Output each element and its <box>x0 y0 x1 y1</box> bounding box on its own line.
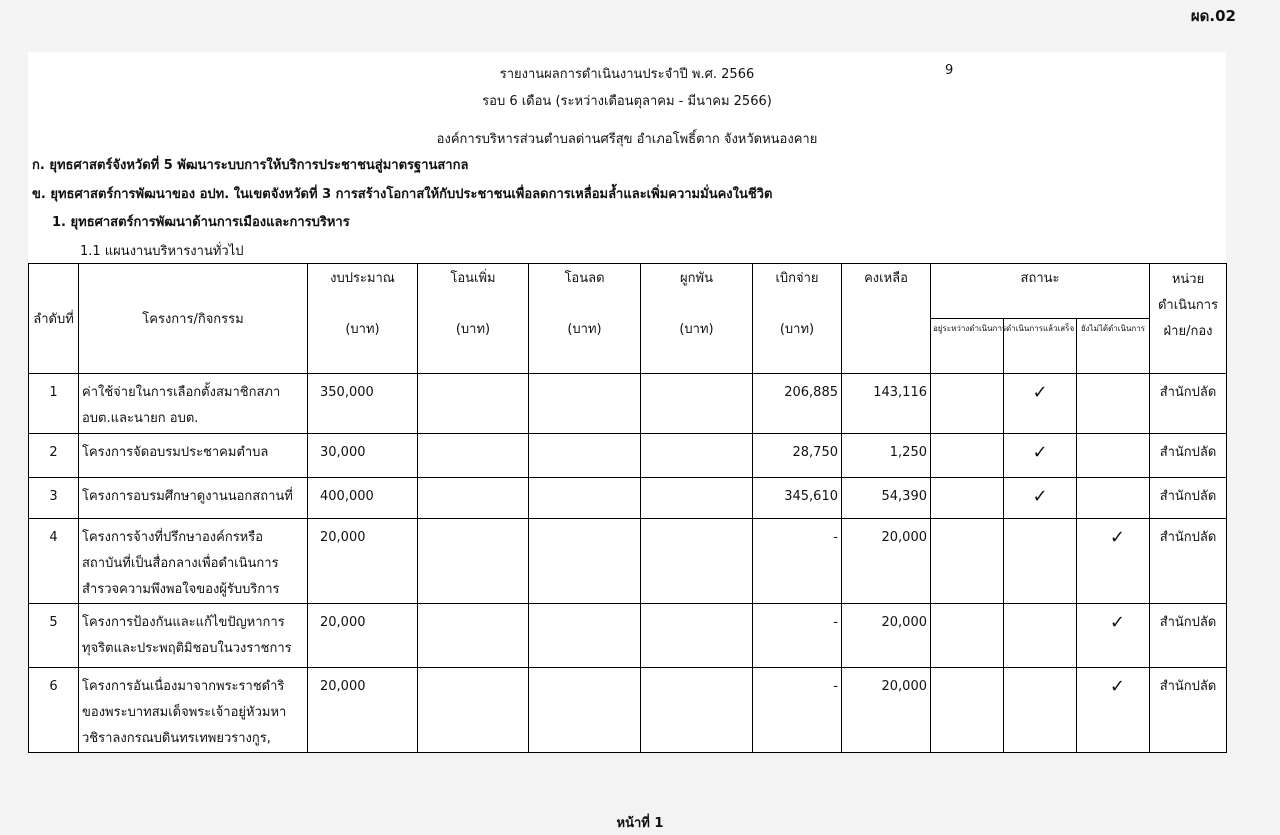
table-row <box>29 604 1227 668</box>
status-done-cell <box>1004 374 1077 434</box>
plan-title: 1.1 แผนงานบริหารงานทั่วไป <box>80 244 244 259</box>
col-header-unit: หน่วย ดำเนินการ ฝ่าย/กอง <box>1150 264 1227 374</box>
form-code: ผด.02 <box>1190 7 1236 25</box>
status-notstarted-cell <box>1077 374 1150 434</box>
row-increase <box>418 668 529 753</box>
row-unit: สำนักปลัด <box>1150 478 1227 519</box>
strategy-a: ก. ยุทธศาสตร์จังหวัดที่ 5 พัฒนาระบบการให้บริการประชาชนสู่มาตรฐานสากล <box>32 158 469 173</box>
row-disburse: - <box>753 519 842 604</box>
row-disburse: - <box>753 604 842 668</box>
status-notstarted-cell <box>1077 478 1150 519</box>
status-notstarted-cell <box>1077 434 1150 478</box>
row-increase <box>418 478 529 519</box>
row-remain: 20,000 <box>842 668 931 753</box>
row-decrease <box>529 374 641 434</box>
row-no: 4 <box>29 519 79 604</box>
row-commit <box>641 668 753 753</box>
col-header-remain: คงเหลือ <box>842 264 931 374</box>
row-disburse: 28,750 <box>753 434 842 478</box>
row-disburse: 206,885 <box>753 374 842 434</box>
col-header-status-inprogress: อยู่ระหว่างดำเนินการ <box>931 319 1004 374</box>
row-project: โครงการอันเนื่องมาจากพระราชดำริ ของพระบาทสมเด็จพระเจ้าอยู่หัวมหา วชิราลงกรณบดินทรเทพยวรางกูร, <box>79 668 308 753</box>
report-table <box>28 263 1227 753</box>
row-increase <box>418 519 529 604</box>
status-done-cell <box>1004 519 1077 604</box>
row-commit <box>641 478 753 519</box>
table-row <box>29 478 1227 519</box>
row-budget: 350,000 <box>308 374 418 434</box>
page-mark: 9 <box>945 63 954 78</box>
row-unit: สำนักปลัด <box>1150 519 1227 604</box>
row-decrease <box>529 668 641 753</box>
check-icon: ✓ <box>1032 382 1048 403</box>
col-header-status: สถานะ <box>931 264 1150 319</box>
row-disburse: - <box>753 668 842 753</box>
status-inprogress-cell <box>931 604 1004 668</box>
row-increase <box>418 604 529 668</box>
row-decrease <box>529 604 641 668</box>
col-header-status-notstarted: ยังไม่ได้ดำเนินการ <box>1077 319 1150 374</box>
check-icon: ✓ <box>1109 612 1126 633</box>
row-remain: 20,000 <box>842 519 931 604</box>
report-period: รอบ 6 เดือน (ระหว่างเดือนตุลาคม - มีนาคม 2566) <box>482 94 772 109</box>
row-no: 2 <box>29 434 79 478</box>
col-header-no: ลำดับที่ <box>29 264 79 374</box>
table-row <box>29 668 1227 753</box>
check-icon: ✓ <box>1109 527 1126 548</box>
row-no: 1 <box>29 374 79 434</box>
check-icon: ✓ <box>1032 486 1048 507</box>
row-disburse: 345,610 <box>753 478 842 519</box>
row-unit: สำนักปลัด <box>1150 604 1227 668</box>
status-notstarted-cell <box>1077 668 1150 753</box>
status-notstarted-cell <box>1077 519 1150 604</box>
col-header-status-done: ดำเนินการแล้วเสร็จ <box>1004 319 1077 374</box>
strategy-1: 1. ยุทธศาสตร์การพัฒนาด้านการเมืองและการบริหาร <box>52 215 350 230</box>
report-title: รายงานผลการดำเนินงานประจำปี พ.ศ. 2566 <box>499 67 755 82</box>
col-header-decrease: โอนลด (บาท) <box>529 264 641 374</box>
row-project: โครงการจัดอบรมประชาคมตำบล <box>79 434 308 478</box>
status-inprogress-cell <box>931 478 1004 519</box>
status-done-cell <box>1004 478 1077 519</box>
row-commit <box>641 434 753 478</box>
table-row <box>29 374 1227 434</box>
row-project: โครงการป้องกันและแก้ไขปัญหาการ ทุจริตและประพฤติมิชอบในวงราชการ <box>79 604 308 668</box>
status-inprogress-cell <box>931 374 1004 434</box>
row-unit: สำนักปลัด <box>1150 668 1227 753</box>
row-remain: 20,000 <box>842 604 931 668</box>
row-commit <box>641 604 753 668</box>
status-inprogress-cell <box>931 519 1004 604</box>
status-inprogress-cell <box>931 434 1004 478</box>
status-done-cell <box>1004 604 1077 668</box>
table-row <box>29 519 1227 604</box>
col-header-budget: งบประมาณ (บาท) <box>308 264 418 374</box>
row-remain: 1,250 <box>842 434 931 478</box>
row-decrease <box>529 519 641 604</box>
row-unit: สำนักปลัด <box>1150 374 1227 434</box>
table-row <box>29 434 1227 478</box>
footer-page-number: หน้าที่ 1 <box>616 816 664 831</box>
col-header-commit: ผูกพัน (บาท) <box>641 264 753 374</box>
row-budget: 20,000 <box>308 604 418 668</box>
organization-name: องค์การบริหารส่วนตำบลด่านศรีสุข อำเภอโพธิ์ตาก จังหวัดหนองคาย <box>436 132 818 147</box>
row-budget: 400,000 <box>308 478 418 519</box>
row-project: โครงการอบรมศึกษาดูงานนอกสถานที่ <box>79 478 308 519</box>
check-icon: ✓ <box>1032 442 1048 463</box>
col-header-increase: โอนเพิ่ม (บาท) <box>418 264 529 374</box>
row-decrease <box>529 434 641 478</box>
row-unit: สำนักปลัด <box>1150 434 1227 478</box>
check-icon: ✓ <box>1109 676 1126 697</box>
row-no: 6 <box>29 668 79 753</box>
col-header-disburse: เบิกจ่าย (บาท) <box>753 264 842 374</box>
col-header-project: โครงการ/กิจกรรม <box>79 264 308 374</box>
row-budget: 20,000 <box>308 668 418 753</box>
row-commit <box>641 519 753 604</box>
status-done-cell <box>1004 668 1077 753</box>
row-project: โครงการจ้างที่ปรึกษาองค์กรหรือ สถาบันที่เป็นสื่อกลางเพื่อดำเนินการ สำรวจความพึงพอใจของผู้รับบริการ <box>79 519 308 604</box>
row-remain: 54,390 <box>842 478 931 519</box>
status-inprogress-cell <box>931 668 1004 753</box>
row-increase <box>418 434 529 478</box>
row-budget: 30,000 <box>308 434 418 478</box>
row-commit <box>641 374 753 434</box>
row-increase <box>418 374 529 434</box>
row-budget: 20,000 <box>308 519 418 604</box>
row-no: 5 <box>29 604 79 668</box>
row-decrease <box>529 478 641 519</box>
status-notstarted-cell <box>1077 604 1150 668</box>
strategy-b: ข. ยุทธศาสตร์การพัฒนาของ อปท. ในเขตจังหวัดที่ 3 การสร้างโอกาสให้กับประชาชนเพื่อลดการเหลื่อมล้ำและเพิ่มความมั่นคงในชีวิต <box>32 187 773 202</box>
row-project: ค่าใช้จ่ายในการเลือกตั้งสมาชิกสภา อบต.และนายก อบต. <box>79 374 308 434</box>
row-no: 3 <box>29 478 79 519</box>
row-remain: 143,116 <box>842 374 931 434</box>
status-done-cell <box>1004 434 1077 478</box>
